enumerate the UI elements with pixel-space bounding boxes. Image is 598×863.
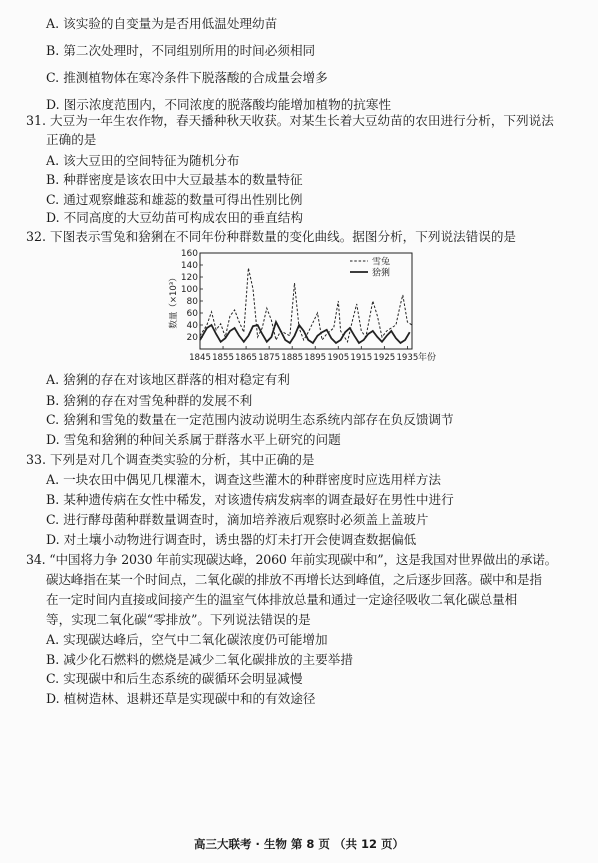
q34-option-c: C. 实现碳中和后生态系统的碳循环会明显减慢	[46, 671, 303, 686]
q32-option-c: C. 猞猁和雪兔的数量在一定范围内波动说明生态系统内部存在负反馈调节	[46, 412, 454, 427]
q34-stem-line3: 在一定时间内直接或间接产生的温室气体排放总量和通过一定途径吸收二氧化碳总量相	[46, 592, 517, 607]
y-axis-label: 数量（×10³）	[169, 273, 179, 329]
x-tick-label: 1845	[189, 353, 211, 363]
q30-option-d: D. 图示浓度范围内，不同浓度的脱落酸均能增加植物的抗寒性	[46, 97, 392, 112]
y-tick-label: 80	[186, 297, 198, 307]
y-tick-label: 40	[186, 321, 198, 331]
y-tick-label: 100	[180, 285, 198, 295]
x-tick-label: 1855	[212, 353, 234, 363]
q31-stem-line2: 正确的是	[46, 132, 97, 147]
y-tick-label: 160	[180, 249, 198, 259]
page-footer: 高三大联考 · 生物 第 8 页 （共 12 页）	[194, 837, 404, 851]
x-tick-label: 1885	[281, 353, 304, 363]
legend-label: 猞猁	[372, 268, 391, 279]
q30-option-a: A. 该实验的自变量为是否用低温处理幼苗	[46, 16, 278, 31]
x-tick-label: 1935	[396, 353, 419, 363]
q30-option-c: C. 推测植物体在寒冷条件下脱落酸的合成量会增多	[46, 70, 328, 85]
y-tick-label: 120	[180, 273, 198, 283]
x-tick-label: 1925	[373, 353, 396, 363]
y-tick-label: 60	[186, 309, 198, 319]
legend-label: 雪兔	[372, 257, 391, 268]
population-chart	[166, 249, 436, 367]
q30-option-b: B. 第二次处理时，不同组别所用的时间必须相同	[46, 43, 316, 58]
q32-option-a: A. 猞猁的存在对该地区群落的相对稳定有利	[46, 372, 290, 387]
x-axis-label: 年份	[418, 353, 436, 363]
q34-stem-line1: 34. “中国将力争 2030 年前实现碳达峰，2060 年前实现碳中和”，这是我国对世界做出的承诺。	[26, 552, 558, 567]
q33-option-b: B. 某种遗传病在女性中稀发，对该遗传病发病率的调查最好在男性中进行	[46, 492, 454, 507]
q31-option-d: D. 不同高度的大豆幼苗可构成农田的垂直结构	[46, 210, 303, 225]
y-tick-label: 140	[180, 261, 198, 271]
q34-option-a: A. 实现碳达峰后，空气中二氧化碳浓度仍可能增加	[46, 632, 328, 647]
y-tick-label: 20	[186, 333, 198, 343]
series-line-1	[200, 322, 410, 343]
q31-option-c: C. 通过观察雌蕊和雄蕊的数量可得出性别比例	[46, 192, 303, 207]
x-tick-label: 1865	[235, 353, 258, 363]
q31-option-b: B. 种群密度是该农田中大豆最基本的数量特征	[46, 172, 303, 187]
q33-option-a: A. 一块农田中偶见几棵灌木，调查这些灌木的种群密度时应选用样方法	[46, 472, 441, 487]
q33-option-d: D. 对土壤小动物进行调查时，诱虫器的灯未打开会使调查数据偏低	[46, 532, 417, 547]
q33-option-c: C. 进行酵母菌种群数量调查时，滴加培养液后观察时必须盖上盖玻片	[46, 512, 429, 527]
x-tick-label: 1905	[327, 353, 350, 363]
q33-stem: 33. 下列是对几个调查类实验的分析，其中正确的是	[26, 452, 315, 467]
q32-stem: 32. 下图表示雪兔和猞猁在不同年份种群数量的变化曲线。据图分析，下列说法错误的是	[26, 229, 517, 244]
population-chart-svg	[166, 249, 436, 367]
q34-stem-line4: 等，实现二氧化碳“零排放”。下列说法错误的是	[46, 612, 311, 627]
x-tick-label: 1915	[350, 353, 373, 363]
q34-stem-line2: 碳达峰指在某一个时间点，二氧化碳的排放不再增长达到峰值，之后逐步回落。碳中和是指	[46, 572, 542, 587]
x-tick-label: 1875	[258, 353, 281, 363]
q31-stem-line1: 31. 大豆为一年生农作物，春天播种秋天收获。对某生长着大豆幼苗的农田进行分析，下列说法	[26, 113, 554, 128]
q32-option-d: D. 雪兔和猞猁的种间关系属于群落水平上研究的问题	[46, 432, 341, 447]
q32-option-b: B. 猞猁的存在对雪兔种群的发展不利	[46, 393, 253, 408]
q34-option-b: B. 减少化石燃料的燃烧是减少二氧化碳排放的主要举措	[46, 652, 353, 667]
x-tick-label: 1895	[304, 353, 327, 363]
q31-option-a: A. 该大豆田的空间特征为随机分布	[46, 153, 240, 168]
q34-option-d: D. 植树造林、退耕还草是实现碳中和的有效途径	[46, 691, 316, 706]
